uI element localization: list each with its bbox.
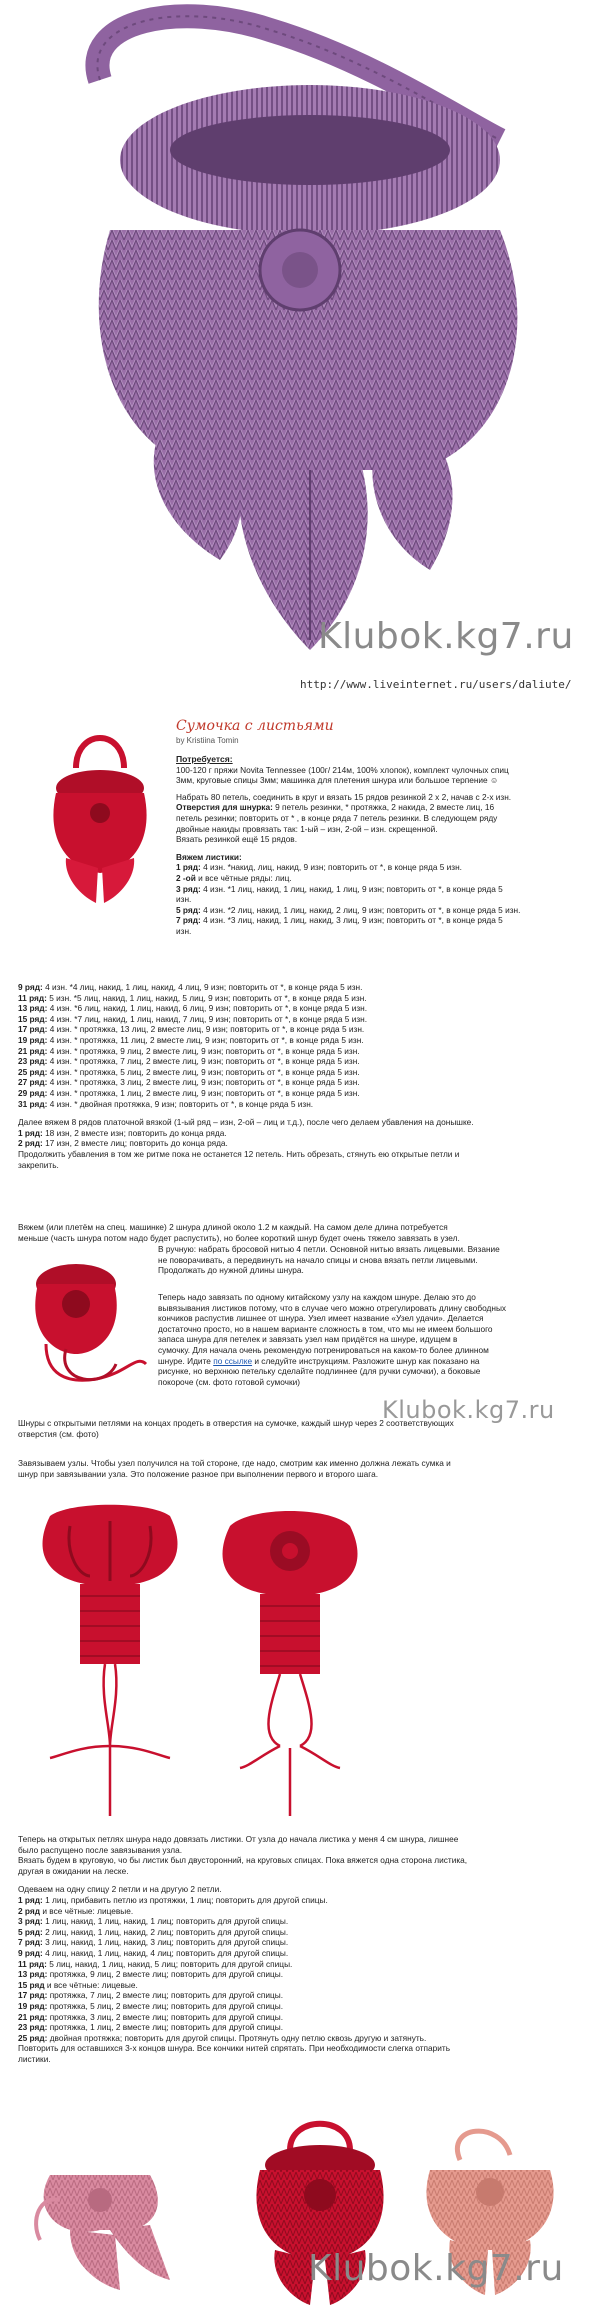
- threads-block: [18, 1418, 598, 1439]
- row-text: 4 изн. * протяжка, 11 лиц, 2 вместе лиц, 9 изн; повторить от *, в конце ряда 5 изн.: [49, 1034, 364, 1045]
- threads-line: отверстия (см. фото): [18, 1428, 99, 1439]
- row-text: 4 изн. *1 лиц, накид, 1 лиц, накид, 1 лиц, 9 изн; повторить от *, в конце ряда 5: [203, 883, 503, 894]
- holes-line: петель резинки; повторить от * , в конце ряда 7 петель резинки. В следующем ряду: [176, 812, 498, 823]
- pattern-title: Сумочка с листьями: [176, 718, 334, 734]
- row-number: 9 ряд:: [18, 982, 43, 992]
- decrease-intro: Далее вяжем 8 рядов платочной вязкой (1-ый ряд – изн, 2-ой – лиц и т.д.), после чего делаем убавления на донышке.: [18, 1117, 474, 1128]
- knot-line: сумочку. Для начала очень рекомендую потренироваться на каком-то более длинном: [158, 1344, 489, 1355]
- row-number: 3 ряд:: [176, 883, 201, 894]
- row-text: 5 изн. *5 лиц, накид, 1 лиц, накид, 5 лиц, 9 изн; повторить от *, в конце ряда 5 изн.: [49, 992, 367, 1003]
- knot-block: [158, 1292, 598, 1387]
- cord-line: Вяжем (или плетём на спец. машинке) 2 шнура длиной около 1.2 м каждый. На самом деле длина потребуется: [18, 1222, 448, 1232]
- row-number: 25 ряд:: [18, 2032, 48, 2043]
- row-number: 11 ряд:: [18, 1958, 47, 1969]
- red-bag-photo-2: [16, 1244, 156, 1394]
- knot-line: вывязывания листиков потому, что в случае чего можно отрегулировать длину свободных: [158, 1302, 507, 1313]
- row-text: 4 изн. * протяжка, 7 лиц, 2 вместе лиц, 9 изн; повторить от *, в конце ряда 5 изн.: [49, 1056, 360, 1067]
- row-number: 13 ряд:: [18, 1969, 48, 1980]
- knot-line: рисунке, но верхнюю петельку сделайте подлиннее (для ручки сумочки), а боковые: [158, 1366, 481, 1377]
- row-number: 13 ряд:: [18, 1003, 48, 1014]
- row-text: изн.: [176, 894, 192, 905]
- knot-line: запаса шнура для петелек и завязать узел нам придётся на шнуре, идущем в: [158, 1334, 458, 1345]
- tie-block: [18, 1458, 598, 1479]
- row-number: 2 ряд: [18, 1905, 40, 1916]
- cast-on-line: Набрать 80 петель, соединить в круг и вязать 15 рядов резинкой 2 х 2, начав с 2-х изн.: [176, 791, 512, 802]
- cord-intro: [18, 1222, 598, 1243]
- row-number: 19 ряд:: [18, 1034, 48, 1045]
- materials-heading: Потребуется:: [176, 754, 233, 764]
- row-text: 1 лиц, накид, 1 лиц, накид, 1 лиц; повторить для другой спицы.: [45, 1916, 289, 1927]
- decrease-end: Продолжить убавления в том же ритме пока не останется 12 петель. Нить обрезать, стянуть ею открытые петли и: [18, 1148, 460, 1159]
- row-text: 4 изн. * двойная протяжка, 9 изн; повторить от *, в конце ряда 5 изн.: [49, 1098, 314, 1109]
- row-text: 3 лиц, накид, 1 лиц, накид, 3 лиц; повторить для другой спицы.: [45, 1937, 289, 1948]
- holes-label: Отверстия для шнурка:: [176, 802, 273, 813]
- materials-block: [176, 754, 596, 937]
- row-number: 17 ряд:: [18, 1990, 48, 2001]
- row-number: 1 ряд:: [176, 862, 201, 873]
- row-text: протяжка, 3 лиц, 2 вместе лиц; повторить для другой спицы.: [49, 2011, 284, 2022]
- threads-line: Шнуры с открытыми петлями на концах продеть в отверстия на сумочке, каждый шнур через 2 соответствующих: [18, 1418, 454, 1428]
- red-bag-illustration: [36, 718, 164, 908]
- row-number: 15 ряд: [18, 1979, 45, 1990]
- leaves-heading: Вяжем листики:: [176, 851, 242, 862]
- tie-line: шнур при завязывании узла. Это положение разное при выполнении первого и второго шага.: [18, 1468, 379, 1479]
- red-bag-photo-3: [20, 1496, 200, 1826]
- row-text: и все чётные: лицевые.: [46, 1979, 138, 1990]
- row-number: 21 ряд:: [18, 2011, 48, 2022]
- pattern-author: by Kristiina Tomin: [176, 736, 239, 745]
- row-number: 23 ряд:: [18, 1056, 48, 1067]
- row-number: 19 ряд:: [18, 2000, 48, 2011]
- row-text: 4 изн. * протяжка, 9 лиц, 2 вместе лиц, 9 изн; повторить от *, в конце ряда 5 изн.: [49, 1045, 360, 1056]
- row-number: 2 -ой: [176, 872, 196, 883]
- red-bag-photo-4: [200, 1496, 380, 1826]
- row-text: 4 изн. * протяжка, 1 лиц, 2 вместе лиц, 9 изн; повторить от *, в конце ряда 5 изн.: [49, 1087, 360, 1098]
- row-number: 3 ряд:: [18, 1916, 43, 1927]
- lilac-bag-illustration: [40, 0, 540, 668]
- holes-line: двойные накиды провязать так: 1-ый – изн, 2-ой – изн. скрещенной.: [176, 823, 438, 834]
- red-bag-photo-1: [36, 718, 164, 908]
- tie-line: Завязываем узлы. Чтобы узел получился на той стороне, где надо, смотрим как именно должна лежать сумка и: [18, 1458, 451, 1468]
- row-number: 7 ряд:: [176, 915, 201, 926]
- row-text: 4 изн. * протяжка, 3 лиц, 2 вместе лиц, 9 изн; повторить от *, в конце ряда 5 изн.: [49, 1077, 360, 1088]
- finish-line: было распущено после завязывания узла.: [18, 1844, 183, 1855]
- finish-block: [18, 1834, 598, 2064]
- knot-line: шнуре. Идите: [158, 1355, 214, 1366]
- row-number: 9 ряд:: [18, 1947, 43, 1958]
- row-text: 4 изн. *7 лиц, накид, 1 лиц, накид, 7 лиц, 9 изн; повторить от *, в конце ряда 5 изн.: [49, 1013, 368, 1024]
- row-text: и все чётные: лицевые.: [42, 1905, 134, 1916]
- row-number: 1 ряд:: [18, 1127, 43, 1138]
- row-text: протяжка, 7 лиц, 2 вместе лиц; повторить для другой спицы.: [49, 1990, 284, 2001]
- knot-line: покороче (см. фото готовой сумочки): [158, 1376, 300, 1387]
- row-text: 4 изн. * протяжка, 5 лиц, 2 вместе лиц, 9 изн; повторить от *, в конце ряда 5 изн.: [49, 1066, 360, 1077]
- row-text: протяжка, 5 лиц, 2 вместе лиц; повторить для другой спицы.: [49, 2000, 284, 2011]
- watermark-top: Klubok.kg7.ru: [318, 616, 574, 657]
- row-number: 21 ряд:: [18, 1045, 48, 1056]
- row-text: 1 лиц, прибавить петлю из протяжки, 1 лиц; повторить для другой спицы.: [45, 1894, 328, 1905]
- row-number: 27 ряд:: [18, 1077, 48, 1088]
- watermark-middle: Klubok.kg7.ru: [382, 1396, 555, 1424]
- row-text: двойная протяжка; повторить для другой спицы. Протянуть одну петлю сквозь другую и затянуть.: [49, 2032, 427, 2043]
- cord-side-block: [158, 1244, 598, 1276]
- row-text: 4 изн. *2 лиц, накид, 1 лиц, накид, 2 лиц, 9 изн; повторить от *, в конце ряда 5 изн.: [203, 904, 521, 915]
- materials-line: 3мм, круговые спицы 3мм; машинка для плетения шнура или большое терпение ☺: [176, 775, 499, 786]
- cord-side-line: В ручную: набрать бросовой нитью 4 петли. Основной нитью вязать лицевыми. Вязание: [158, 1244, 500, 1254]
- row-text: и все чётные ряды: лиц.: [198, 872, 292, 883]
- holes-line: Вязать резинкой ещё 15 рядов.: [176, 834, 298, 845]
- row-number: 15 ряд:: [18, 1013, 48, 1024]
- row-text: 2 лиц, накид, 1 лиц, накид, 2 лиц; повторить для другой спицы.: [45, 1926, 289, 1937]
- knot-line: достаточно просто, но в нашем варианте сложность в том, что мы не имеем большого: [158, 1323, 493, 1334]
- row-text: 4 изн. *6 лиц, накид, 1 лиц, накид, 6 лиц, 9 изн; повторить от *, в конце ряда 5 изн.: [49, 1003, 368, 1014]
- knot-instructions-link[interactable]: по ссылке: [213, 1355, 253, 1366]
- cord-side-line: не поворачивать, а передвинуть на начало спицы и снова вязать петли лицевыми.: [158, 1254, 478, 1265]
- row-text: изн.: [176, 925, 192, 936]
- row-text: 5 лиц, накид, 1 лиц, накид, 5 лиц; повторить для другой спицы.: [49, 1958, 293, 1969]
- knot-line: Теперь надо завязать по одному китайскому узлу на каждом шнуре. Делаю это до: [158, 1292, 476, 1302]
- row-text: протяжка, 9 лиц, 2 вместе лиц; повторить для другой спицы.: [49, 1969, 284, 1980]
- knot-line: кончиков распустив лишнее от шнура. Узел имеет название «Узел удачи». Делается: [158, 1313, 484, 1324]
- rows-full-block: [18, 982, 598, 1170]
- source-url[interactable]: http://www.liveinternet.ru/users/daliute/: [300, 678, 572, 691]
- leaf-intro: Одеваем на одну спицу 2 петли и на другую 2 петли.: [18, 1884, 222, 1895]
- row-text: 4 лиц, накид, 1 лиц, накид, 4 лиц; повторить для другой спицы.: [45, 1947, 289, 1958]
- finish-line: Теперь на открытых петлях шнура надо довязать листики. От узла до начала листика у меня 4 см шнура, лишнее: [18, 1834, 459, 1844]
- red-bag-knot-left-illustration: [20, 1496, 200, 1826]
- row-text: 4 изн. *3 лиц, накид, 1 лиц, накид, 3 лиц, 9 изн; повторить от *, в конце ряда 5: [203, 915, 503, 926]
- row-number: 17 ряд:: [18, 1024, 48, 1035]
- cord-line: меньше (часть шнура потом надо будет распустить), но более короткий шнур будет очень тяжело завязать в узел.: [18, 1232, 460, 1243]
- knot-line: и следуйте инструкциям. Разложите шнур как показано на: [252, 1355, 480, 1366]
- row-number: 29 ряд:: [18, 1087, 48, 1098]
- row-number: 11 ряд:: [18, 992, 47, 1003]
- materials-line: 100-120 г пряжи Novita Tennessee (100г/ 214м, 100% хлопок), комплект чулочных спиц: [176, 764, 509, 775]
- row-number: 7 ряд:: [18, 1937, 43, 1948]
- row-number: 1 ряд:: [18, 1894, 43, 1905]
- row-text: 17 изн, 2 вместе лиц; повторить до конца ряда.: [45, 1138, 228, 1149]
- red-bag-cords-illustration: [16, 1244, 156, 1394]
- row-text: 18 изн, 2 вместе изн; повторить до конца ряда.: [45, 1127, 227, 1138]
- row-text: протяжка, 1 лиц, 2 вместе лиц; повторить для другой спицы.: [49, 2022, 284, 2033]
- holes-line: 9 петель резинки, * протяжка, 2 накида, 2 вместе лиц, 16: [275, 802, 495, 813]
- row-number: 5 ряд:: [18, 1926, 43, 1937]
- row-number: 5 ряд:: [176, 904, 201, 915]
- decrease-end: закрепить.: [18, 1159, 59, 1170]
- row-number: 31 ряд:: [18, 1098, 48, 1109]
- cord-side-line: Продолжать до нужной длины шнура.: [158, 1265, 304, 1276]
- red-bag-knot-right-illustration: [200, 1496, 380, 1826]
- row-number: 2 ряд:: [18, 1138, 43, 1149]
- row-number: 23 ряд:: [18, 2022, 48, 2033]
- watermark-bottom: Klubok.kg7.ru: [308, 2248, 564, 2289]
- row-text: 4 изн. *4 лиц, накид, 1 лиц, накид, 4 лиц, 9 изн; повторить от *, в конце ряда 5 изн.: [45, 982, 363, 992]
- final-line: Повторить для оставшихся 3-х концов шнура. Все кончики нитей спрятать. При необходимости слегка отпарить: [18, 2043, 451, 2054]
- row-number: 25 ряд:: [18, 1066, 48, 1077]
- row-text: 4 изн. *накид, лиц, накид, 9 изн; повторить от *, в конце ряда 5 изн.: [203, 862, 462, 873]
- final-line: листики.: [18, 2053, 51, 2064]
- finish-line: другая в ожидании на леске.: [18, 1865, 129, 1876]
- row-text: 4 изн. * протяжка, 13 лиц, 2 вместе лиц, 9 изн; повторить от *, в конце ряда 5 изн.: [49, 1024, 365, 1035]
- finish-line: Вязать будем в круговую, чо бы листик был двусторонний, на круговых спицах. Пока вяжется одна сторона листика,: [18, 1855, 468, 1866]
- hero-photo-lilac-bag: [40, 0, 540, 668]
